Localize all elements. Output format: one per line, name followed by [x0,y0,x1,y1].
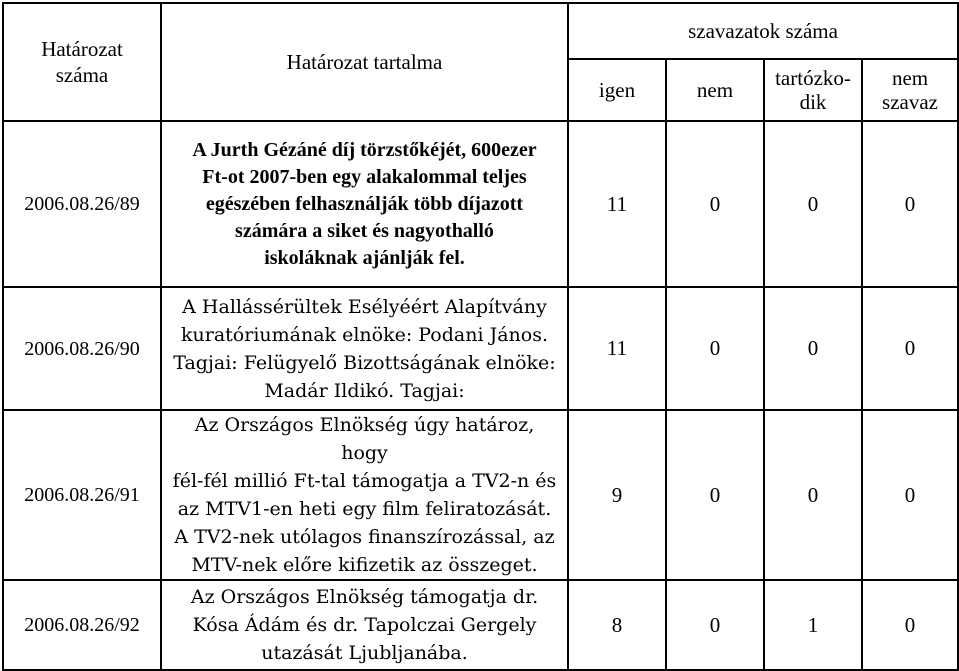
table-row [3,580,958,670]
content-line: MTV-nek előre kifizetik az összeget. [191,554,538,576]
table-row [3,287,958,410]
votes-no: 0 [666,121,764,287]
decision-content [161,121,568,287]
votes-no-vote: 0 [862,580,958,670]
votes-abstain: 0 [764,121,862,287]
header-no-vote-line2: szavaz [882,90,938,114]
header-abstain [764,59,862,121]
votes-yes: 11 [568,287,666,410]
table-row [3,410,958,580]
votes-no: 0 [666,287,764,410]
content-line: az MTV1-en heti egy film feliratozását. [177,498,552,520]
content-line: Madár Ildikó. Tagjai: [264,379,465,402]
header-number-line2: száma [55,63,109,87]
content-line: Tagjai: Felügyelő Bizottságának elnöke: [173,351,556,374]
content-line: Ft-ot 2007-ben egy alakalommal teljes [202,165,527,188]
header-abstain-line2: dik [799,90,827,114]
votes-abstain: 0 [764,287,862,410]
votes-abstain: 0 [764,410,862,580]
votes-yes: 8 [568,580,666,670]
content-line: kuratóriumának elnöke: Podani János. [181,323,548,346]
content-line: utazását Ljubljanába. [261,642,468,664]
votes-yes: 11 [568,121,666,287]
decision-content [161,580,568,670]
header-decision-content [161,3,568,121]
decision-number: 2006.08.26/92 [3,580,161,670]
content-line: A Jurth Gézáné díj törzstőkéjét, 600ezer [192,138,537,161]
decisions-table [2,2,959,671]
content-line: fél-fél millió Ft-tal támogatja a TV2-n és [172,470,557,492]
decision-content [161,410,568,580]
header-votes-group [568,3,958,59]
header-no [666,59,764,121]
votes-yes: 9 [568,410,666,580]
votes-no-vote: 0 [862,410,958,580]
header-abstain-line1: tartózko- [775,66,851,90]
decision-number: 2006.08.26/91 [3,410,161,580]
content-line: A Hallássérültek Esélyéért Alapítvány [182,295,547,318]
header-votes-label: szavazatok száma [688,18,838,43]
decision-number: 2006.08.26/90 [3,287,161,410]
decision-content [161,287,568,410]
votes-no-vote: 0 [862,287,958,410]
table-row [3,121,958,287]
header-content-label: Határozat tartalma [286,50,443,74]
content-line: iskoláknak ajánlják fel. [264,246,465,269]
header-no-vote [862,59,958,121]
content-line: Kósa Ádám és dr. Tapolczai Gergely [192,614,537,636]
votes-no: 0 [666,580,764,670]
content-line: egészében felhasználják több díjazott [205,192,524,215]
header-no-label: nem [696,78,734,102]
votes-abstain: 1 [764,580,862,670]
content-line: Az Országos Elnökség támogatja dr. [190,586,539,608]
header-no-vote-line1: nem [891,66,929,90]
header-number-line1: Határozat [41,37,123,61]
votes-no: 0 [666,410,764,580]
votes-no-vote: 0 [862,121,958,287]
header-yes [568,59,666,121]
decision-number: 2006.08.26/89 [3,121,161,287]
header-yes-label: igen [598,78,636,102]
content-line: A TV2-nek utólagos finanszírozással, az [174,526,555,548]
header-decision-number [3,3,161,121]
content-line: Az Országos Elnökség úgy határoz, hogy [194,414,535,464]
content-line: számára a siket és nagyothalló [235,219,494,242]
